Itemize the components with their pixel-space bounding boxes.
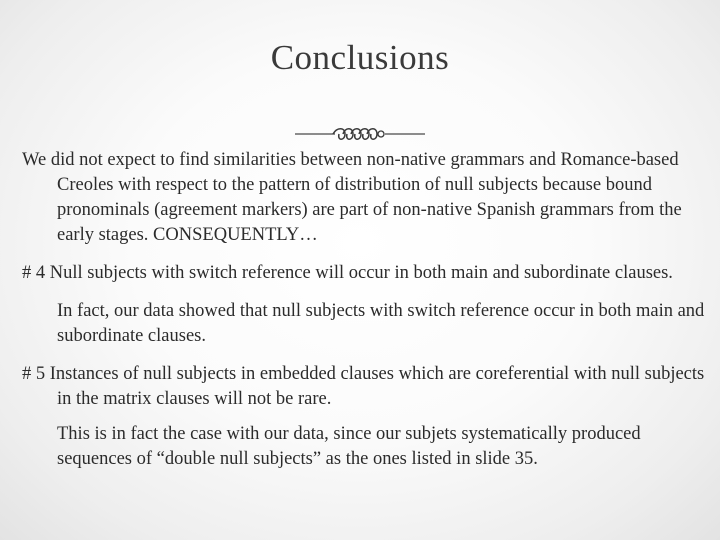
- swirl-divider-icon: [295, 122, 425, 146]
- intro-paragraph: We did not expect to find similarities between non-native grammars and Romance-based Creoles with respect to the pattern of distribution of null subjects because bound pronominals (agreement markers) are part of non-native Spanish grammars from the early stages. CONSEQUENTLY…: [22, 150, 682, 245]
- prediction-5-finding: This is in fact the case with our data, since our subjets systematically produced sequences of “double null subjects” as the ones listed in slide 35.: [57, 424, 641, 469]
- slide-title: Conclusions: [270, 38, 450, 77]
- prediction-4: # 4 Null subjects with switch reference will occur in both main and subordinate clauses.: [22, 263, 673, 283]
- prediction-4-finding: In fact, our data showed that null subjects with switch reference occur in both main and subordinate clauses.: [57, 301, 705, 346]
- slide-body: [22, 148, 712, 472]
- prediction-5: # 5 Instances of null subjects in embedded clauses which are coreferential with null subjects in the matrix clauses will not be rare.: [22, 364, 705, 409]
